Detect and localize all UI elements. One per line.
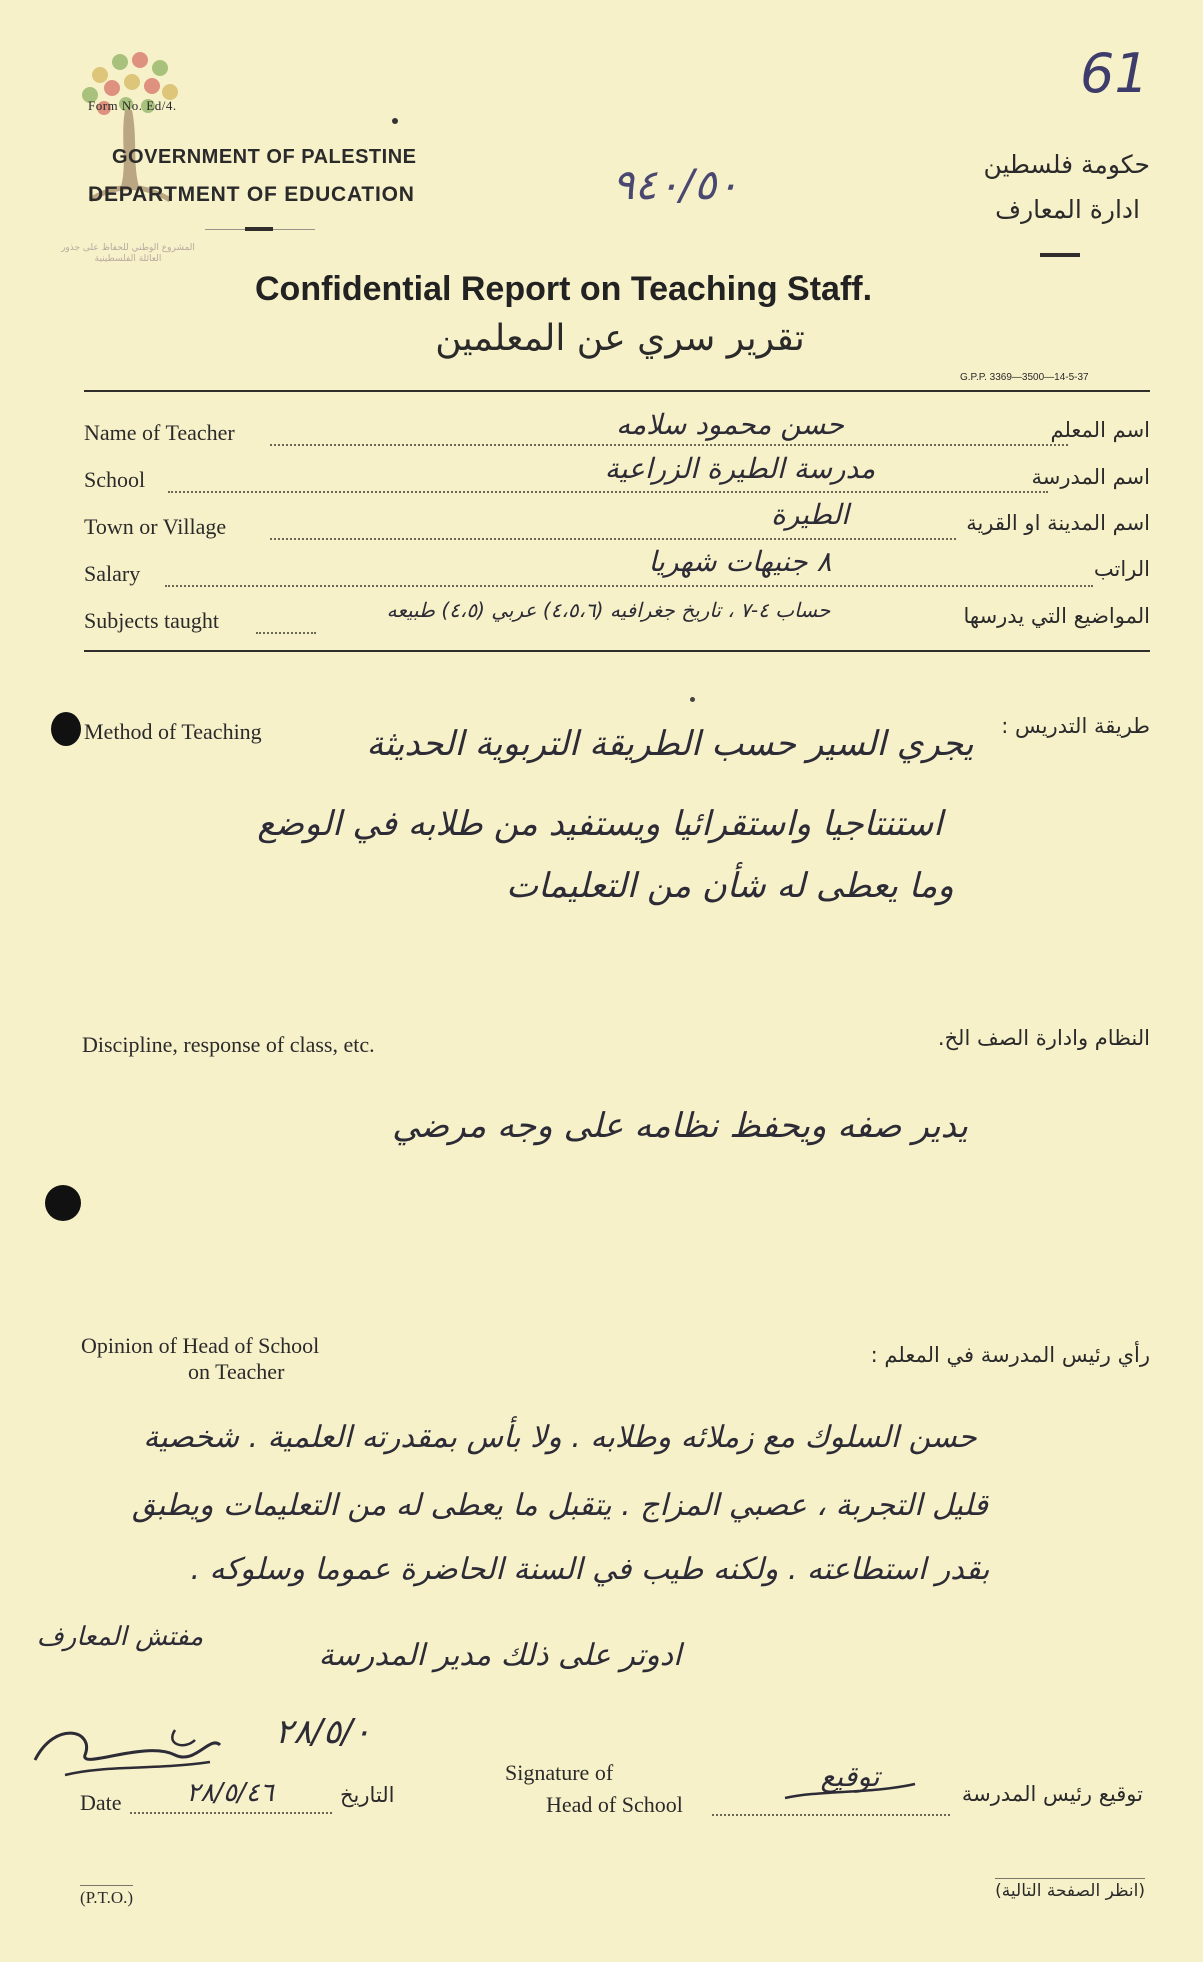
inspector-signature-scribble	[25, 1700, 225, 1790]
opinion-text-line: حسن السلوك مع زملائه وطلابه . ولا بأس بمقدرته العلمية . شخصية	[143, 1420, 977, 1455]
field-label-en: Name of Teacher	[84, 420, 235, 445]
form-number: Form No. Ed/4.	[88, 98, 177, 113]
opinion-label-en-2: on Teacher	[188, 1359, 285, 1384]
method-text-line: استنتاجيا واستقرائيا ويستفيد من طلابه في الوضع	[257, 804, 943, 844]
title-rule	[84, 390, 1150, 392]
date-label-ar: التاريخ	[340, 1783, 395, 1807]
signature-label-en-1: Signature of	[505, 1760, 614, 1785]
field-dotted-line	[270, 538, 956, 540]
print-code: G.P.P. 3369—3500—14-5-37	[960, 372, 1089, 383]
punch-hole	[51, 712, 81, 746]
method-label-ar: طريقة التدريس :	[1001, 714, 1150, 738]
discipline-label-ar: النظام وادارة الصف الخ.	[937, 1026, 1150, 1050]
pto-label: (P.T.O.)	[80, 1885, 133, 1908]
head-signature: توقيع	[820, 1760, 880, 1793]
government-title-ar: حكومة فلسطين	[983, 150, 1150, 179]
field-dotted-line	[165, 585, 1093, 587]
field-label-ar: اسم المدينة او القرية	[966, 511, 1150, 535]
ink-dot	[392, 118, 398, 124]
punch-hole	[45, 1185, 81, 1221]
field-label-en: Salary	[84, 561, 141, 586]
inspector-annotation: ادوتر على ذلك مدير المدرسة	[318, 1638, 682, 1673]
date-label-en: Date	[80, 1790, 122, 1815]
field-dotted-line	[256, 632, 316, 634]
opinion-label-en-1: Opinion of Head of School	[81, 1333, 320, 1358]
field-label-ar: اسم المدرسة	[1031, 465, 1150, 489]
discipline-text-line: يدير صفه ويحفظ نظامه على وجه مرضي	[392, 1106, 968, 1146]
header-dash-right	[1040, 253, 1080, 257]
header-dash-left	[245, 227, 273, 231]
subjects-value: حساب ٤-٧ ، تاريخ جغرافيه (٤،٥،٦) عربي (٤،٥) طبيعه	[386, 598, 831, 622]
opinion-text-line: بقدر استطاعته . ولكنه طيب في السنة الحاضرة عموما وسلوكه .	[190, 1552, 990, 1587]
fields-rule	[84, 650, 1150, 652]
government-title-en: GOVERNMENT OF PALESTINE	[112, 146, 417, 168]
method-text-line: يجري السير حسب الطريقة التربوية الحديثة	[366, 724, 974, 764]
date-dotted-line	[130, 1812, 332, 1814]
signature-label-en-2: Head of School	[546, 1792, 683, 1817]
opinion-text-line: قليل التجربة ، عصبي المزاج . يتقبل ما يعطى له من التعليمات ويطبق	[132, 1488, 988, 1523]
report-date: ٢٨/٥/٤٦	[186, 1778, 274, 1808]
field-label-en: School	[84, 467, 146, 492]
field-label-en: Subjects taught	[84, 608, 220, 633]
method-text-line: وما يعطى له شأن من التعليمات	[506, 866, 954, 906]
department-title-ar: ادارة المعارف	[995, 195, 1140, 224]
watermark-text: المشروع الوطني للحفاظ على جذور العائلة الفلسطينية	[61, 243, 195, 264]
town-value: الطيرة	[771, 498, 849, 531]
signature-dotted-line	[712, 1814, 950, 1816]
field-label-ar: المواضيع التي يدرسها	[963, 604, 1150, 628]
school-value: مدرسة الطيرة الزراعية	[604, 452, 876, 485]
page-number: 61	[1080, 42, 1149, 105]
teacher-name-value: حسن محمود سلامه	[616, 408, 844, 441]
annotation-date: ٢٨/٥/٠	[275, 1712, 371, 1752]
field-dotted-line	[168, 491, 1048, 493]
ink-dot	[690, 697, 695, 702]
field-label-en: Town or Village	[84, 514, 227, 539]
opinion-label-ar: رأي رئيس المدرسة في المعلم :	[870, 1343, 1150, 1367]
reference-number: ٩٤٠/٥٠	[612, 160, 739, 209]
field-label-ar: اسم المعلم	[1050, 418, 1150, 442]
side-signature: مفتش المعارف	[36, 1622, 204, 1652]
salary-value: ٨ جنيهات شهريا	[648, 545, 832, 578]
department-title-en: DEPARTMENT OF EDUCATION	[88, 183, 415, 206]
method-label-en: Method of Teaching	[84, 719, 262, 744]
discipline-label-en: Discipline, response of class, etc.	[82, 1032, 375, 1057]
report-title-ar: تقرير سري عن المعلمين	[435, 318, 805, 359]
signature-label-ar: توقيع رئيس المدرسة	[961, 1782, 1143, 1806]
pto-label-ar: (انظر الصفحة التالية)	[995, 1878, 1145, 1901]
head-signature-underline	[780, 1768, 920, 1808]
field-dotted-line	[270, 444, 1068, 446]
field-label-ar: الراتب	[1093, 557, 1150, 581]
report-title-en: Confidential Report on Teaching Staff.	[255, 270, 873, 308]
